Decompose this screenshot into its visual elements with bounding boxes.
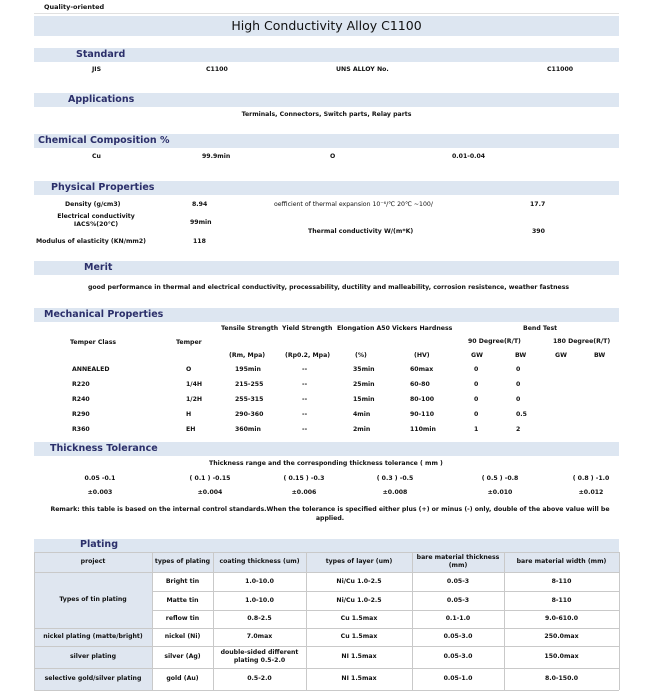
plating-bare-thickness: 0.05-1.0 (443, 675, 473, 682)
plating-tin-group: Types of tin plating (59, 596, 127, 603)
plating-coating: 7.0max (246, 633, 273, 640)
col-bend: Bend Test (523, 325, 558, 332)
unit-elongation: (%) (355, 352, 367, 359)
row-elongation: 4min (353, 411, 371, 418)
plating-col-coating: coating thickness (um) (219, 558, 300, 565)
row-temper: O (186, 366, 192, 373)
thickness-tolerance: ±0.003 (87, 489, 113, 496)
row-temper: H (186, 411, 192, 418)
header-divider (34, 13, 619, 14)
row-gw: 0 (474, 411, 479, 418)
row-temper-class: ANNEALED (72, 366, 110, 373)
thickness-tolerance: ±0.008 (382, 489, 408, 496)
col-bw2: BW (594, 352, 606, 359)
mechanical-heading: Mechanical Properties (44, 309, 164, 320)
merit-bar (34, 261, 619, 275)
plating-heading: Plating (80, 539, 118, 550)
plating-layer: Ni/Cu 1.0-2.5 (336, 596, 382, 604)
row-temper-class: R240 (72, 396, 90, 403)
row-bw: 0 (516, 381, 521, 388)
row-tensile: 195min (235, 366, 261, 373)
row-tensile: 215-255 (235, 381, 264, 388)
cu-label: Cu (92, 153, 101, 160)
row-temper: 1/2H (186, 396, 203, 403)
plating-bare-thickness: 0.05-3.0 (443, 653, 473, 660)
standard-bar (34, 48, 619, 62)
thickness-range: ( 0.1 ) -0.15 (189, 475, 231, 482)
unit-yield: (Rp0.2, Mpa) (285, 352, 331, 359)
plating-type: silver (Ag) (164, 653, 201, 660)
unit-tensile: (Rm, Mpa) (229, 352, 266, 359)
applications-text: Terminals, Connectors, Switch parts, Relay parts (241, 111, 412, 118)
thermal-expansion-value: 17.7 (530, 201, 546, 208)
thickness-remark (46, 505, 614, 523)
row-elongation: 35min (353, 366, 375, 373)
thickness-tolerance: ±0.004 (197, 489, 223, 496)
merit-heading: Merit (84, 262, 113, 273)
col-temper: Temper (176, 339, 202, 346)
row-gw: 0 (474, 381, 479, 388)
modulus-value: 118 (193, 238, 206, 245)
unit-hv: (HV) (414, 352, 430, 359)
row-elongation: 15min (353, 396, 375, 403)
row-hardness: 80-100 (410, 396, 435, 403)
o-label: O (330, 153, 336, 160)
thickness-bar (34, 442, 619, 456)
tagline: Quality-oriented (44, 3, 105, 11)
col-hardness: Vickers Hardness (392, 325, 453, 332)
thickness-range: ( 0.15 ) -0.3 (283, 475, 325, 482)
plating-project: selective gold/silver plating (44, 675, 142, 682)
plating-bare-thickness: 0.05-3.0 (443, 633, 473, 640)
merit-text: good performance in thermal and electrical conductivity, processability, ductility and malleability, corrosion resistence, weather fastness (88, 284, 570, 291)
plating-bare-width: 8-110 (551, 596, 572, 604)
remark-text: this table is based on the internal control standards.When the tolerance is specified either plus (+) or minus (-) only, double of the above value will be applied. (81, 506, 610, 522)
electrical-label: Electrical conductivity IACS%(20℃) (57, 213, 135, 228)
plating-layer: Ni/Cu 1.0-2.5 (336, 577, 382, 585)
row-hardness: 60max (410, 366, 434, 373)
uns-value: C11000 (547, 66, 574, 73)
mechanical-bar (34, 308, 619, 322)
row-yield: -- (302, 381, 308, 388)
plating-coating: 0.8-2.5 (247, 615, 272, 622)
jis-label: JIS (92, 66, 102, 73)
chemical-bar (34, 134, 619, 148)
row-bw: 0.5 (516, 411, 527, 418)
row-yield: -- (302, 366, 308, 373)
physical-bar (34, 181, 619, 195)
remark-label: Remark: (50, 506, 80, 513)
thickness-range: ( 0.5 ) -0.8 (481, 475, 519, 482)
plating-row-line (34, 690, 619, 691)
thermal-conductivity-value: 390 (532, 228, 545, 235)
col-tensile: Tensile Strength (221, 325, 279, 332)
thermal-expansion-label: oefficient of thermal expansion 10⁻⁶/℃ 20℃ ~100/ (274, 201, 433, 208)
plating-bare-width: 150.0max (544, 653, 579, 660)
plating-col-bare-thickness: bare material thickness (mm) (416, 554, 500, 569)
plating-coating: 1.0-10.0 (245, 577, 274, 585)
row-tensile: 290-360 (235, 411, 264, 418)
thickness-heading: Thickness Tolerance (50, 443, 158, 454)
row-hardness: 110min (410, 426, 436, 433)
physical-heading: Physical Properties (51, 182, 155, 193)
plating-bar (34, 539, 619, 552)
col-temper-class: Temper Class (70, 339, 117, 346)
plating-project: nickel plating (matte/bright) (43, 633, 143, 640)
plating-col-types: types of plating (154, 558, 211, 565)
plating-type: Matte tin (166, 596, 199, 604)
thickness-range: ( 0.3 ) -0.5 (376, 475, 414, 482)
cu-value: 99.9min (202, 153, 231, 160)
density-value: 8.94 (192, 201, 208, 208)
plating-bare-thickness: 0.05-3 (446, 596, 470, 604)
plating-layer: Cu 1.5max (340, 633, 378, 640)
plating-type: nickel (Ni) (164, 633, 201, 640)
density-label: Density (g/cm3) (65, 201, 121, 208)
plating-col-layer: types of layer (um) (325, 558, 393, 565)
row-temper: 1/4H (186, 381, 203, 388)
thickness-caption: Thickness range and the corresponding thickness tolerance ( mm ) (209, 460, 443, 467)
uns-label: UNS ALLOY No. (336, 66, 389, 73)
plating-layer: NI 1.5max (341, 653, 377, 660)
plating-col-bare-width: bare material width (mm) (516, 558, 607, 565)
col-gw: GW (471, 352, 483, 359)
title-bar (34, 16, 619, 36)
plating-coating: 0.5-2.0 (247, 675, 272, 682)
row-hardness: 90-110 (410, 411, 435, 418)
chemical-heading: Chemical Composition % (38, 135, 170, 146)
plating-bare-width: 9.0-610.0 (544, 615, 579, 622)
page-title: High Conductivity Alloy C1100 (231, 18, 422, 33)
electrical-value: 99min (190, 219, 212, 226)
col-gw2: GW (555, 352, 567, 359)
plating-type: gold (Au) (166, 675, 199, 682)
col-yield: Yield Strength (282, 325, 333, 332)
thermal-conductivity-label: Thermal conductivity W/(m*K) (308, 228, 414, 235)
col-bw: BW (515, 352, 527, 359)
row-gw: 0 (474, 366, 479, 373)
o-value: 0.01-0.04 (452, 153, 486, 160)
row-elongation: 2min (353, 426, 371, 433)
row-temper-class: R220 (72, 381, 90, 388)
thickness-tolerance: ±0.010 (487, 489, 513, 496)
row-temper-class: R360 (72, 426, 90, 433)
plating-table (34, 552, 619, 690)
plating-bare-width: 250.0max (544, 633, 579, 640)
plating-layer: NI 1.5max (341, 675, 377, 682)
plating-coating: 1.0-10.0 (245, 596, 274, 604)
applications-heading: Applications (68, 94, 135, 105)
row-gw: 1 (474, 426, 479, 433)
thickness-tolerance: ±0.006 (291, 489, 317, 496)
applications-bar (34, 93, 619, 107)
row-bw: 0 (516, 366, 521, 373)
plating-coating: double-sided different plating 0.5-2.0 (220, 649, 299, 664)
plating-col-project: project (80, 558, 106, 565)
plating-bare-thickness: 0.1-1.0 (445, 615, 471, 622)
row-bw: 2 (516, 426, 521, 433)
row-tensile: 255-315 (235, 396, 264, 403)
col-bend180: 180 Degree(R/T) (553, 338, 611, 345)
col-elongation: Elongation A50 (337, 325, 390, 332)
plating-col-line (619, 552, 620, 690)
row-yield: -- (302, 411, 308, 418)
plating-type: reflow tin (165, 615, 200, 622)
plating-row-line (34, 552, 619, 553)
plating-type: Bright tin (165, 577, 200, 585)
plating-bare-width: 8.0-150.0 (544, 675, 579, 682)
thickness-tolerance: ±0.012 (578, 489, 604, 496)
plating-project: silver plating (70, 653, 116, 660)
plating-bare-thickness: 0.05-3 (446, 577, 470, 585)
jis-value: C1100 (206, 66, 228, 73)
row-tensile: 360min (235, 426, 261, 433)
row-yield: -- (302, 396, 308, 403)
row-temper-class: R290 (72, 411, 90, 418)
standard-heading: Standard (76, 49, 126, 60)
thickness-range: 0.05 -0.1 (84, 475, 116, 482)
plating-layer: Cu 1.5max (340, 615, 378, 622)
plating-bare-width: 8-110 (551, 577, 572, 585)
modulus-label: Modulus of elasticity (KN/mm2) (36, 238, 146, 245)
row-gw: 0 (474, 396, 479, 403)
row-temper: EH (186, 426, 196, 433)
row-hardness: 60-80 (410, 381, 430, 388)
row-yield: -- (302, 426, 308, 433)
row-bw: 0 (516, 396, 521, 403)
thickness-range: ( 0.8 ) -1.0 (572, 475, 610, 482)
col-bend90: 90 Degree(R/T) (468, 338, 521, 345)
row-elongation: 25min (353, 381, 375, 388)
